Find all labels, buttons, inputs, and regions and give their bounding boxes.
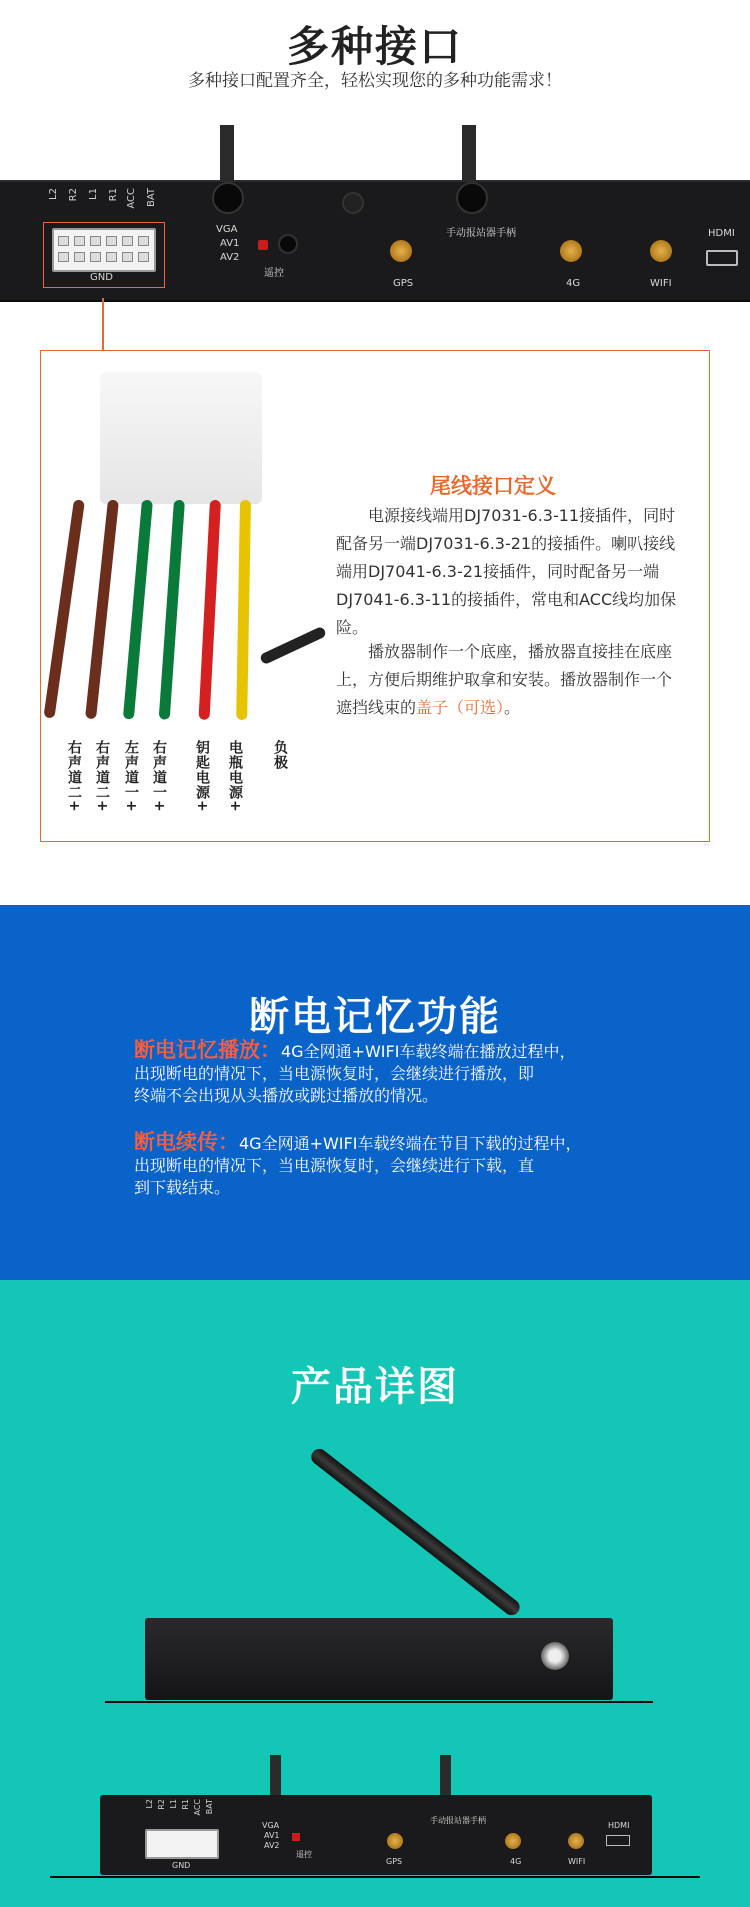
rear-handset-label: 手动报站器手柄 — [430, 1816, 486, 1825]
memory-title: 断电记忆功能 — [249, 994, 501, 1040]
gnd-label: GND — [90, 272, 113, 283]
rear-wifi-port — [568, 1833, 584, 1849]
pin-label-l2: L2 — [48, 188, 59, 200]
rear-gps-label: GPS — [386, 1857, 403, 1866]
paragraph-2-end: 。 — [504, 698, 521, 717]
memory-item-2-line-3: 到下载结束。 — [134, 1178, 231, 1197]
4g-label: 4G — [566, 278, 581, 289]
rear-gnd-label: GND — [172, 1861, 191, 1870]
rear-gps-port — [387, 1833, 403, 1849]
rear-power-connector — [145, 1829, 219, 1859]
wifi-label: WIFI — [650, 278, 672, 289]
rear-ir-led — [292, 1833, 300, 1841]
rear-wifi-label: WIFI — [568, 1857, 586, 1866]
pin-label-r2: R2 — [68, 188, 79, 202]
wire-label-3: 左声道一+ — [123, 740, 139, 813]
hdmi-label: HDMI — [708, 228, 735, 239]
device-rear-panel — [0, 180, 750, 302]
pin-label-r1: R1 — [108, 188, 119, 202]
memory-item-2-line-1: 4G全网通+WIFI车载终端在节目下载的过程中， — [239, 1134, 582, 1153]
rear-vga-label: VGA — [262, 1821, 280, 1830]
product-details-section — [0, 1280, 750, 1907]
gps-antenna-port — [390, 240, 412, 262]
av2-label: AV2 — [220, 252, 240, 263]
rear-remote-label: 遥控 — [296, 1850, 312, 1859]
rear-cable-left — [270, 1755, 281, 1800]
reset-button — [342, 192, 364, 214]
memory-item-1-line-1: 4G全网通+WIFI车载终端在播放过程中， — [281, 1042, 576, 1061]
memory-item-1-line-2: 出现断电的情况下，当电源恢复时，会继续进行播放，即 — [134, 1064, 535, 1083]
rear-4g-port — [505, 1833, 521, 1849]
pin-label-bat: BAT — [146, 188, 157, 208]
wiring-info-paragraph-2 — [336, 638, 682, 722]
memory-item-2-label: 断电续传： — [134, 1130, 239, 1154]
rear-pin-label-r2: R2 — [157, 1799, 166, 1810]
optional-cover-highlight: 盖子（可选） — [416, 698, 505, 717]
rear-av2-label: AV2 — [264, 1841, 280, 1850]
wire-label-1: 右声道二+ — [66, 740, 82, 813]
device-front — [145, 1618, 613, 1700]
power-connector — [52, 228, 156, 272]
wire-label-7: 负极 — [272, 740, 288, 770]
interfaces-section — [0, 0, 750, 905]
rear-4g-label: 4G — [510, 1857, 522, 1866]
memory-item-playback — [134, 1039, 654, 1107]
4g-antenna-port — [560, 240, 582, 262]
rear-hdmi-label: HDMI — [608, 1821, 630, 1830]
vga-label: VGA — [216, 224, 238, 235]
av-port — [212, 182, 244, 214]
ir-led — [258, 240, 268, 250]
device-front-base — [105, 1701, 653, 1703]
callout-line — [102, 298, 104, 350]
interfaces-subtitle: 多种接口配置齐全，轻松实现您的多种功能需求！ — [188, 71, 562, 91]
rear-pin-label-bat: BAT — [205, 1799, 214, 1815]
memory-item-download — [134, 1131, 654, 1199]
rear-hdmi-port — [606, 1835, 630, 1846]
hdmi-port — [706, 250, 738, 266]
pin-label-l1: L1 — [88, 188, 99, 200]
paragraph-2-text: 播放器制作一个底座，播放器直接挂在底座上，方便后期维护取拿和安装。播放器制作一个遮挡线束的 — [336, 642, 673, 717]
rear-cable-right — [440, 1755, 451, 1800]
wire-label-2: 右声道二+ — [94, 740, 110, 813]
memory-item-2-line-2: 出现断电的情况下，当电源恢复时，会继续进行下载，直 — [134, 1156, 535, 1175]
gps-label: GPS — [393, 278, 414, 289]
harness-connector — [100, 372, 262, 504]
details-title: 产品详图 — [291, 1364, 459, 1410]
power-memory-section — [0, 905, 750, 1280]
wire-label-5: 钥匙电源+ — [194, 740, 210, 813]
device-rear — [100, 1795, 652, 1875]
pin-label-acc: ACC — [126, 188, 137, 209]
rear-pin-label-l2: L2 — [145, 1799, 154, 1809]
av1-label: AV1 — [220, 238, 240, 249]
remote-label: 遥控 — [264, 268, 284, 279]
rear-pin-label-r1: R1 — [181, 1799, 190, 1810]
remote-port — [278, 234, 298, 254]
power-button — [541, 1642, 569, 1670]
wifi-antenna-port — [650, 240, 672, 262]
wire-label-4: 右声道一+ — [151, 740, 167, 813]
wire-label-6: 电瓶电源+ — [227, 740, 243, 813]
wiring-info-title: 尾线接口定义 — [430, 474, 556, 498]
memory-item-1-line-3: 终端不会出现从头播放或跳过播放的情况。 — [134, 1086, 439, 1105]
rear-av1-label: AV1 — [264, 1831, 280, 1840]
device-rear-base — [50, 1876, 700, 1878]
wiring-info-paragraph-1: 电源接线端用DJ7031-6.3-11接插件，同时配备另一端DJ7031-6.3-21的接插件。喇叭接线端用DJ7041-6.3-21接插件，同时配备另一端DJ7041-6.3-11的接插件，常电和ACC线均加保险。 — [336, 506, 677, 637]
antenna — [308, 1446, 523, 1619]
memory-item-1-label: 断电记忆播放： — [134, 1038, 281, 1062]
rear-pin-label-l1: L1 — [169, 1799, 178, 1809]
interfaces-title: 多种接口 — [286, 22, 463, 71]
handset-port — [456, 182, 488, 214]
rear-pin-label-acc: ACC — [193, 1799, 202, 1816]
handset-label: 手动报站器手柄 — [446, 228, 516, 239]
